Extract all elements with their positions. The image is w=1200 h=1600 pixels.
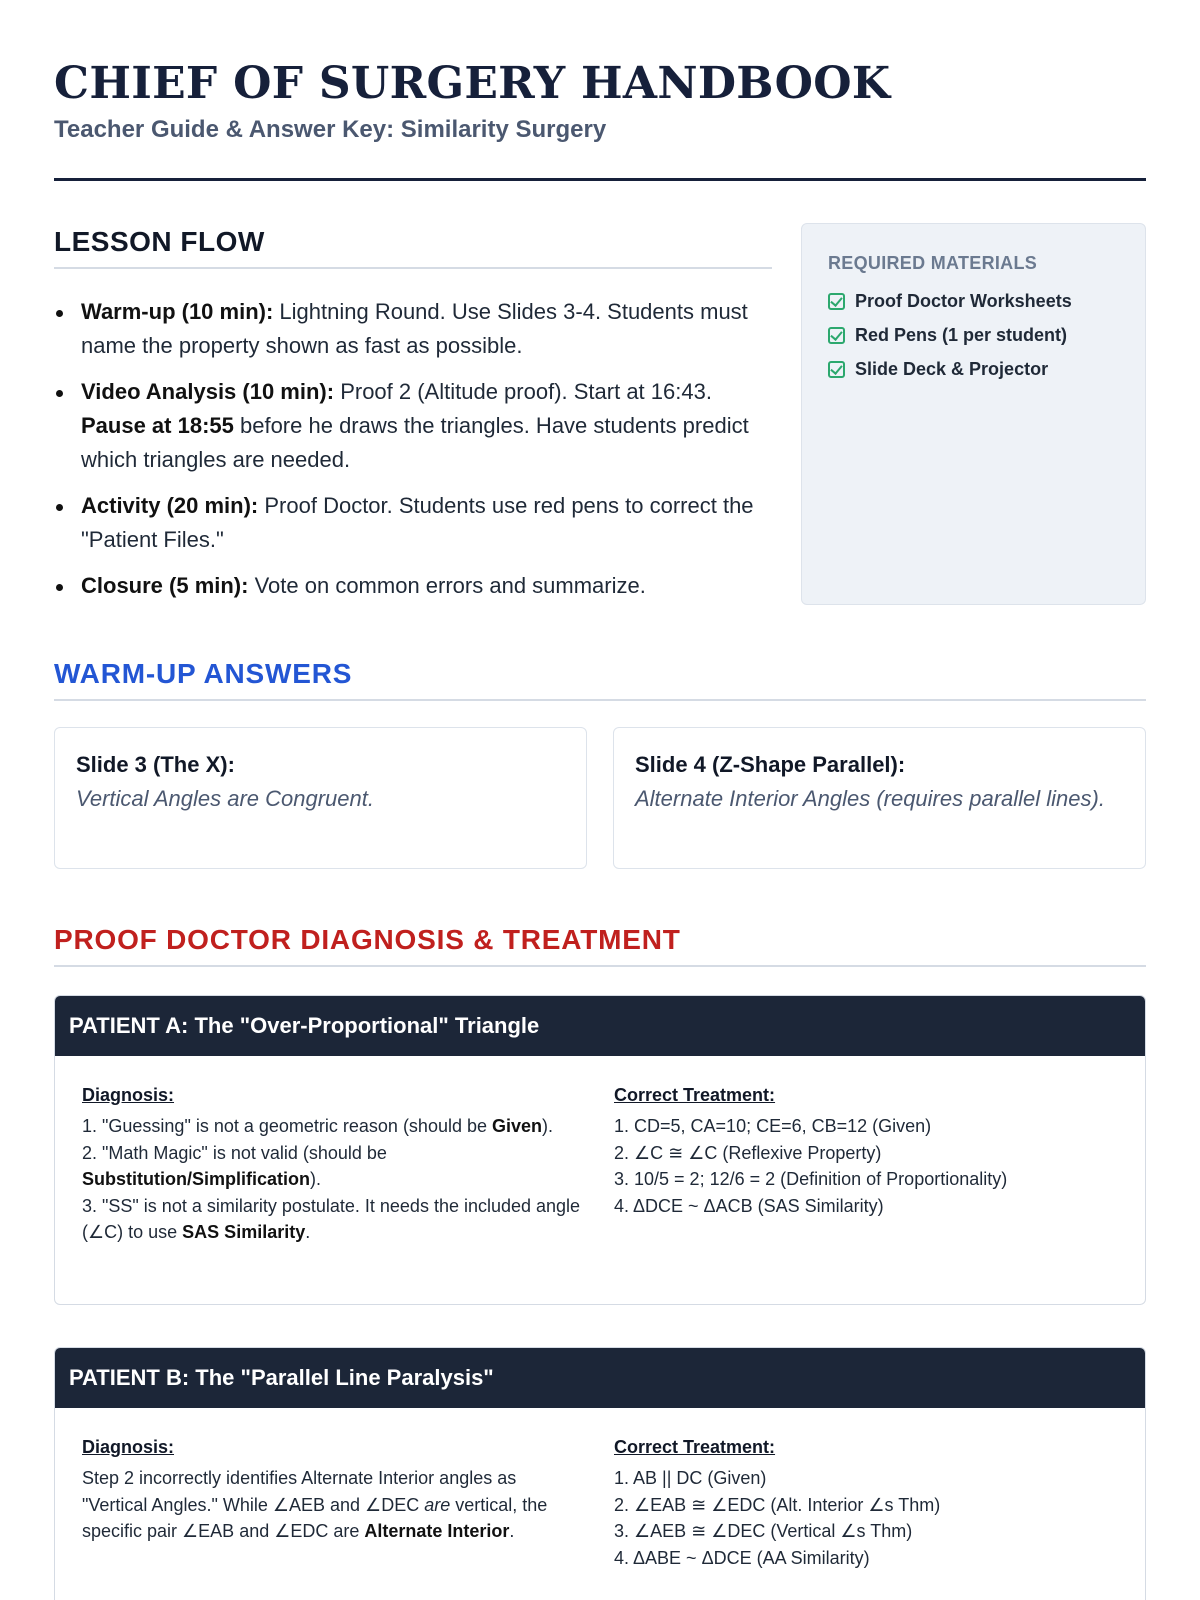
treatment-step: 2. ∠C ≅ ∠C (Reflexive Property)	[614, 1142, 882, 1163]
list-item	[54, 569, 772, 603]
treatment-column	[614, 1082, 1124, 1219]
treatment-column	[614, 1434, 1124, 1571]
materials-item-label: Red Pens (1 per student)	[855, 325, 1068, 345]
bullet-icon	[56, 310, 63, 317]
diagnosis-paragraph	[82, 1465, 582, 1545]
list-item	[54, 295, 772, 363]
checkbox-checked-icon	[828, 327, 845, 344]
diagnosis-column	[82, 1434, 582, 1545]
item-text: before he draws the triangles. Have students predict which triangles are needed.	[81, 413, 749, 472]
diagnosis-text: 3. "SS" is not a similarity postulate. It needs the included angle (∠C) to use	[82, 1195, 581, 1242]
checkbox-checked-icon	[828, 361, 845, 378]
diagnosis-line	[82, 1193, 582, 1246]
item-text: Lightning Round. Use Slides 3-4. Students must name the property shown as fast as possible.	[81, 299, 748, 358]
warmup-card-slide-3	[54, 727, 587, 869]
treatment-step: 1. CD=5, CA=10; CE=6, CB=12 (Given)	[614, 1116, 932, 1136]
materials-item	[828, 352, 1119, 386]
materials-heading: REQUIRED MATERIALS	[828, 253, 1038, 273]
diagnosis-emphasis: Alternate Interior	[364, 1521, 510, 1541]
proof-doctor-heading: PROOF DOCTOR DIAGNOSIS & TREATMENT	[54, 921, 1146, 967]
diagnosis-italic: are	[424, 1494, 451, 1515]
checkbox-checked-icon	[828, 293, 845, 310]
page-title: CHIEF OF SURGERY HANDBOOK	[54, 58, 891, 109]
diagnosis-text: vertical, the specific pair ∠EAB and ∠EDC are	[82, 1494, 548, 1541]
item-label: Activity (20 min):	[81, 493, 259, 518]
diagnosis-column	[82, 1082, 582, 1246]
required-materials-panel	[801, 223, 1146, 605]
patient-a-title: PATIENT A: The "Over-Proportional" Triangle	[55, 996, 1145, 1056]
treatment-label: Correct Treatment:	[614, 1437, 776, 1457]
patient-b-card	[54, 1347, 1146, 1600]
treatment-step: 4. ΔDCE ~ ΔACB (SAS Similarity)	[614, 1195, 884, 1216]
slide-answer: Alternate Interior Angles (requires parallel lines).	[635, 786, 1105, 811]
page-subtitle: Teacher Guide & Answer Key: Similarity Surgery	[54, 116, 607, 143]
lesson-flow-section	[54, 223, 772, 615]
treatment-step: 3. ∠AEB ≅ ∠DEC (Vertical ∠s Thm)	[614, 1521, 913, 1541]
diagnosis-label: Diagnosis:	[82, 1085, 175, 1105]
diagnosis-text: ).	[542, 1116, 554, 1136]
diagnosis-line	[82, 1113, 582, 1140]
title-divider	[54, 178, 1146, 181]
patient-a-body	[55, 1056, 1145, 1242]
top-section	[54, 223, 1146, 605]
diagnosis-emphasis: Substitution/Simplification	[82, 1169, 310, 1189]
patient-b-body	[55, 1408, 1145, 1568]
diagnosis-text: Step 2 incorrectly identifies Alternate Interior angles as "Vertical Angles." While ∠AEB and ∠DEC	[82, 1468, 517, 1515]
materials-item	[828, 284, 1119, 318]
warmup-cards	[54, 727, 1146, 869]
bullet-icon	[56, 504, 63, 511]
item-label: Closure (5 min):	[81, 573, 249, 598]
patient-b-title: PATIENT B: The "Parallel Line Paralysis"	[55, 1348, 1145, 1408]
warmup-card-slide-4	[613, 727, 1146, 869]
materials-item-label: Slide Deck & Projector	[855, 359, 1049, 379]
item-emphasis: Pause at 18:55	[81, 413, 234, 438]
list-item	[54, 489, 772, 557]
diagnosis-text: .	[305, 1222, 311, 1242]
diagnosis-text: .	[509, 1521, 515, 1541]
item-label: Warm-up (10 min):	[81, 299, 274, 324]
treatment-step: 4. ΔABE ~ ΔDCE (AA Similarity)	[614, 1547, 870, 1568]
diagnosis-emphasis: SAS Similarity	[182, 1222, 306, 1242]
treatment-label: Correct Treatment:	[614, 1085, 776, 1105]
list-item	[54, 375, 772, 477]
bullet-icon	[56, 390, 63, 397]
diagnosis-label: Diagnosis:	[82, 1437, 175, 1457]
diagnosis-text: 1. "Guessing" is not a geometric reason (should be	[82, 1116, 493, 1136]
slide-label: Slide 3 (The X):	[76, 752, 235, 777]
treatment-step: 1. AB || DC (Given)	[614, 1468, 767, 1488]
item-text: Vote on common errors and summarize.	[248, 573, 646, 598]
diagnosis-line	[82, 1140, 582, 1193]
diagnosis-text: ).	[310, 1169, 321, 1189]
diagnosis-emphasis: Given	[492, 1116, 543, 1136]
materials-item	[828, 318, 1119, 352]
treatment-step: 3. 10/5 = 2; 12/6 = 2 (Definition of Proportionality)	[614, 1169, 1008, 1189]
treatment-step: 2. ∠EAB ≅ ∠EDC (Alt. Interior ∠s Thm)	[614, 1494, 941, 1515]
handbook-page	[54, 56, 1146, 1600]
lesson-flow-list	[54, 295, 772, 603]
slide-answer: Vertical Angles are Congruent.	[76, 786, 374, 811]
item-text: Proof Doctor. Students use red pens to correct the "Patient Files."	[81, 493, 754, 552]
item-text: Proof 2 (Altitude proof). Start at 16:43.	[334, 379, 712, 404]
diagnosis-text: 2. "Math Magic" is not valid (should be	[82, 1142, 387, 1163]
warmup-answers-heading: WARM-UP ANSWERS	[54, 655, 1146, 701]
slide-label: Slide 4 (Z-Shape Parallel):	[635, 752, 906, 777]
materials-item-label: Proof Doctor Worksheets	[855, 291, 1072, 311]
bullet-icon	[56, 584, 63, 591]
patient-a-card	[54, 995, 1146, 1305]
lesson-flow-heading: LESSON FLOW	[54, 223, 772, 269]
item-label: Video Analysis (10 min):	[81, 379, 335, 404]
